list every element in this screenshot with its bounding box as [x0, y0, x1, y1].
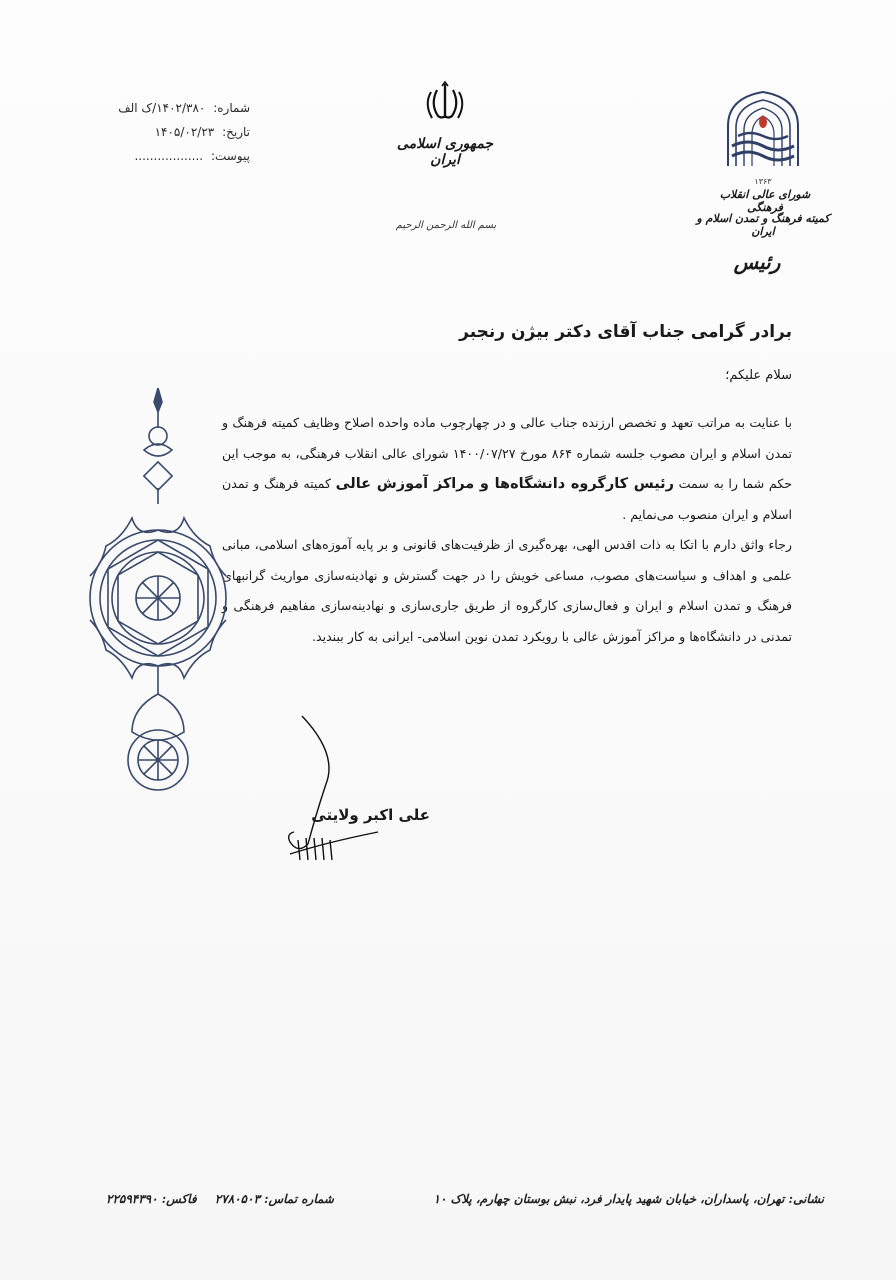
committee-name: کمیته فرهنگ و تمدن اسلام و ایران — [696, 212, 830, 238]
greeting: سلام علیکم؛ — [725, 368, 792, 383]
salutation: برادر گرامی جناب آقای دکتر بیژن رنجبر — [459, 322, 792, 342]
president-title: رئیس — [733, 250, 781, 274]
attachment-label: پیوست: — [210, 149, 250, 163]
position-title: رئیس کارگروه دانشگاه‌ها و مراکز آموزش عالی — [335, 476, 674, 492]
ornament-icon — [88, 388, 228, 808]
council-name: شورای عالی انقلاب فرهنگی — [719, 188, 811, 214]
contact-info — [92, 1192, 334, 1206]
signer-name: علی اکبر ولایتی — [311, 806, 430, 824]
republic-title: جمهوری اسلامی ایران — [396, 136, 494, 168]
paragraph-1 — [222, 408, 792, 530]
letter-footer — [92, 1192, 824, 1206]
bismillah: بسم الله الرحمن الرحیم — [395, 220, 497, 231]
attachment-value: .................. — [134, 149, 204, 163]
phone: شماره تماس: ۲۷۸۰۵۰۳ — [214, 1192, 334, 1206]
signature-icon — [268, 714, 398, 864]
iran-emblem-icon — [420, 78, 470, 128]
letter-body — [222, 408, 792, 652]
number-label: شماره: — [213, 101, 250, 115]
council-logo-icon — [718, 86, 808, 176]
date-value: ۱۴۰۵/۰۲/۲۳ — [154, 125, 215, 139]
number-value: ۱۴۰۲/۳۸۰/ک الف — [118, 101, 206, 115]
fax: فاکس: ۲۲۵۹۴۳۹۰ — [106, 1192, 197, 1206]
number-row — [118, 96, 250, 120]
logo-year: ۱۳۶۳ — [754, 177, 772, 186]
letter-meta — [118, 96, 250, 168]
date-label: تاریخ: — [222, 125, 250, 139]
address: نشانی: تهران، پاسداران، خیابان شهید پایدار فرد، نبش بوستان چهارم، پلاک ۱۰ — [433, 1192, 824, 1206]
paragraph-2: رجاء واثق دارم با اتکا به ذات اقدس الهی، بهره‌گیری از ظرفیت‌های قانونی و بر پایه آموزه‌های اسلامی، مبانی علمی و اهداف و سیاست‌های مصوب، مساعی خویش را در جهت گسترش و نهادینه‌سازی مواریث گرانبهای فرهنگ و تمدن اسلام و ایران و فعال‌سازی کارگروه از طریق جاری‌سازی و نهادینه‌سازی مفاهیم فرهنگی و تمدنی در دانشگاه‌ها و مراکز آموزش عالی با رویکرد تمدن نوین اسلامی- ایرانی به کار ببندید. — [222, 537, 792, 644]
attachment-row — [118, 144, 250, 168]
paragraph-1-text: با عنایت به مراتب تعهد و تخصص ارزنده جناب عالی و در چهارچوب ماده واحده اصلاح وظایف کمیته فرهنگ و تمدن اسلام و ایران مصوب جلسه شماره ۸۶۴ مورخ ۱۴۰۰/۰۷/۲۷ شورای عالی انقلاب فرهنگی، به موجب این حکم شما را به سمت — [222, 415, 792, 491]
paragraph-1-end: کمیته فرهنگ و تمدن اسلام و ایران منصوب می‌نمایم . — [222, 476, 792, 522]
date-row — [118, 120, 250, 144]
